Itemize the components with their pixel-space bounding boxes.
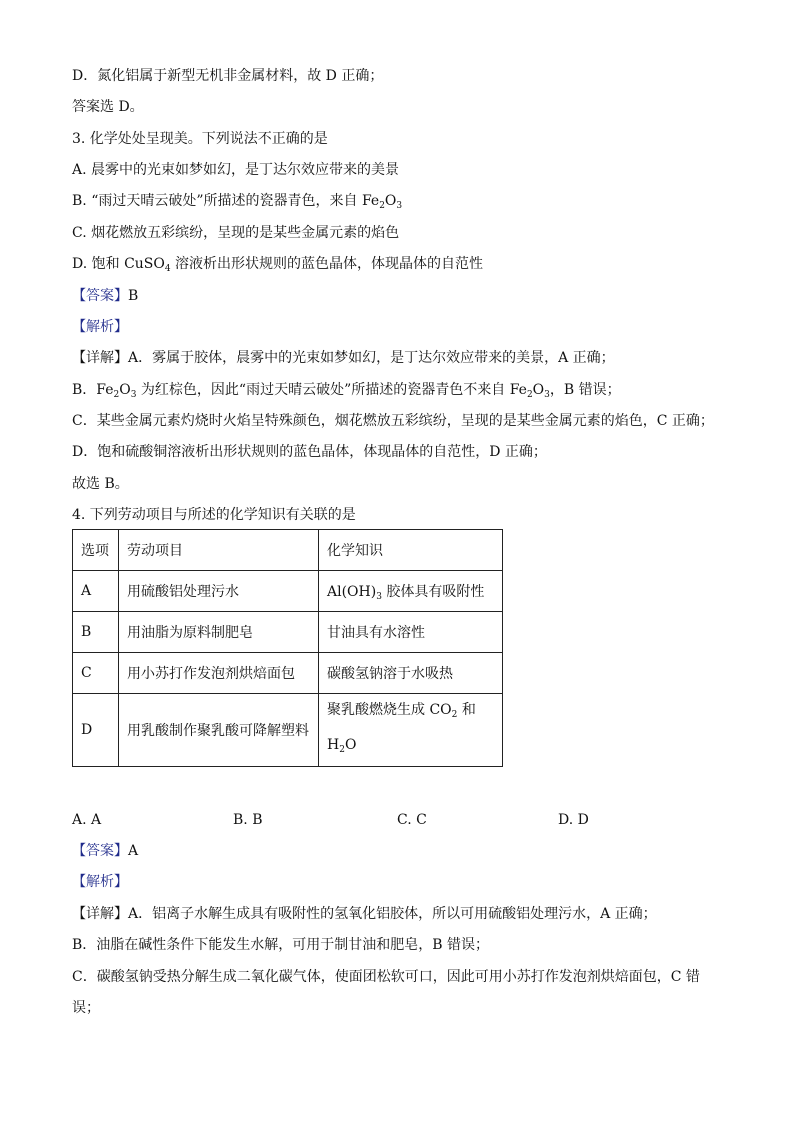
q3-option-d: D. 饱和 CuSO$_4$ 溶液析出形状规则的蓝色晶体，体现晶体的自范性	[72, 256, 484, 274]
table-row	[73, 571, 503, 612]
table-cell: A	[73, 571, 119, 612]
table-cell: 用油脂为原料制肥皂	[119, 612, 319, 653]
q3-option-b: B. “雨过天晴云破处”所描述的瓷器青色，来自 $Fe_2O_3$	[72, 193, 403, 211]
table-header-cell: 劳动项目	[119, 530, 319, 571]
q4-option-c: C. C	[397, 812, 427, 828]
q4-answer: 【答案】A	[72, 843, 139, 859]
table-cell: $Al(OH)_3$ 胶体具有吸附性	[319, 571, 503, 612]
q4-analysis-label: 【解析】	[72, 874, 128, 890]
q3-detail-a: 【详解】A．雾属于胶体，晨雾中的光束如梦如幻，是丁达尔效应带来的美景，A 正确；	[72, 350, 615, 366]
prev-d-explanation: D．氮化铝属于新型无机非金属材料，故 D 正确；	[72, 68, 384, 84]
q4-table	[72, 529, 503, 767]
table-cell: C	[73, 653, 119, 694]
table-cell: 用小苏打作发泡剂烘焙面包	[119, 653, 319, 694]
table-header-row	[73, 530, 503, 571]
table-row	[73, 653, 503, 694]
q3-analysis-label: 【解析】	[72, 319, 128, 335]
q4-detail-b: B．油脂在碱性条件下能发生水解，可用于制甘油和肥皂，B 错误；	[72, 937, 490, 953]
table-cell: D	[73, 694, 119, 767]
q3-answer: 【答案】B	[72, 288, 139, 304]
q3-option-c: C. 烟花燃放五彩缤纷，呈现的是某些金属元素的焰色	[72, 225, 400, 241]
q3-detail-b: B．$Fe_2O_3$ 为红棕色，因此“雨过天晴云破处”所描述的瓷器青色不来自 $Fe_2O_3$，B 错误；	[72, 382, 621, 400]
prev-answer-choice: 答案选 D。	[72, 99, 144, 115]
q3-detail-c: C．某些金属元素灼烧时火焰呈特殊颜色，烟花燃放五彩缤纷，呈现的是某些金属元素的焰色，C 正确；	[72, 413, 714, 429]
table-row	[73, 694, 503, 767]
q4-detail-c-cont: 误；	[72, 1000, 100, 1016]
table-cell: 聚乳酸燃烧生成 $CO_2$ 和 $H_2O$	[319, 694, 503, 767]
q4-stem: 4. 下列劳动项目与所述的化学知识有关联的是	[72, 507, 356, 523]
q4-detail-a: 【详解】A．铝离子水解生成具有吸附性的氢氧化铝胶体，所以可用硫酸铝处理污水，A 正确；	[72, 906, 657, 922]
q4-detail-c: C．碳酸氢钠受热分解生成二氧化碳气体，使面团松软可口，因此可用小苏打作发泡剂烘焙面包，C 错	[72, 969, 700, 985]
table-cell: B	[73, 612, 119, 653]
table-cell: 碳酸氢钠溶于水吸热	[319, 653, 503, 694]
q3-option-a: A. 晨雾中的光束如梦如幻，是丁达尔效应带来的美景	[72, 162, 400, 178]
q4-option-a: A. A	[72, 812, 102, 828]
q3-detail-d: D．饱和硫酸铜溶液析出形状规则的蓝色晶体，体现晶体的自范性，D 正确；	[72, 444, 547, 460]
table-header-cell: 化学知识	[319, 530, 503, 571]
table-cell: 用乳酸制作聚乳酸可降解塑料	[119, 694, 319, 767]
q4-option-b: B. B	[233, 812, 263, 828]
q3-conclusion: 故选 B。	[72, 476, 129, 492]
table-header-cell: 选项	[73, 530, 119, 571]
table-cell: 甘油具有水溶性	[319, 612, 503, 653]
q4-option-d: D. D	[558, 812, 589, 828]
table-row	[73, 612, 503, 653]
table-cell: 用硫酸铝处理污水	[119, 571, 319, 612]
q3-stem: 3. 化学处处呈现美。下列说法不正确的是	[72, 131, 328, 147]
